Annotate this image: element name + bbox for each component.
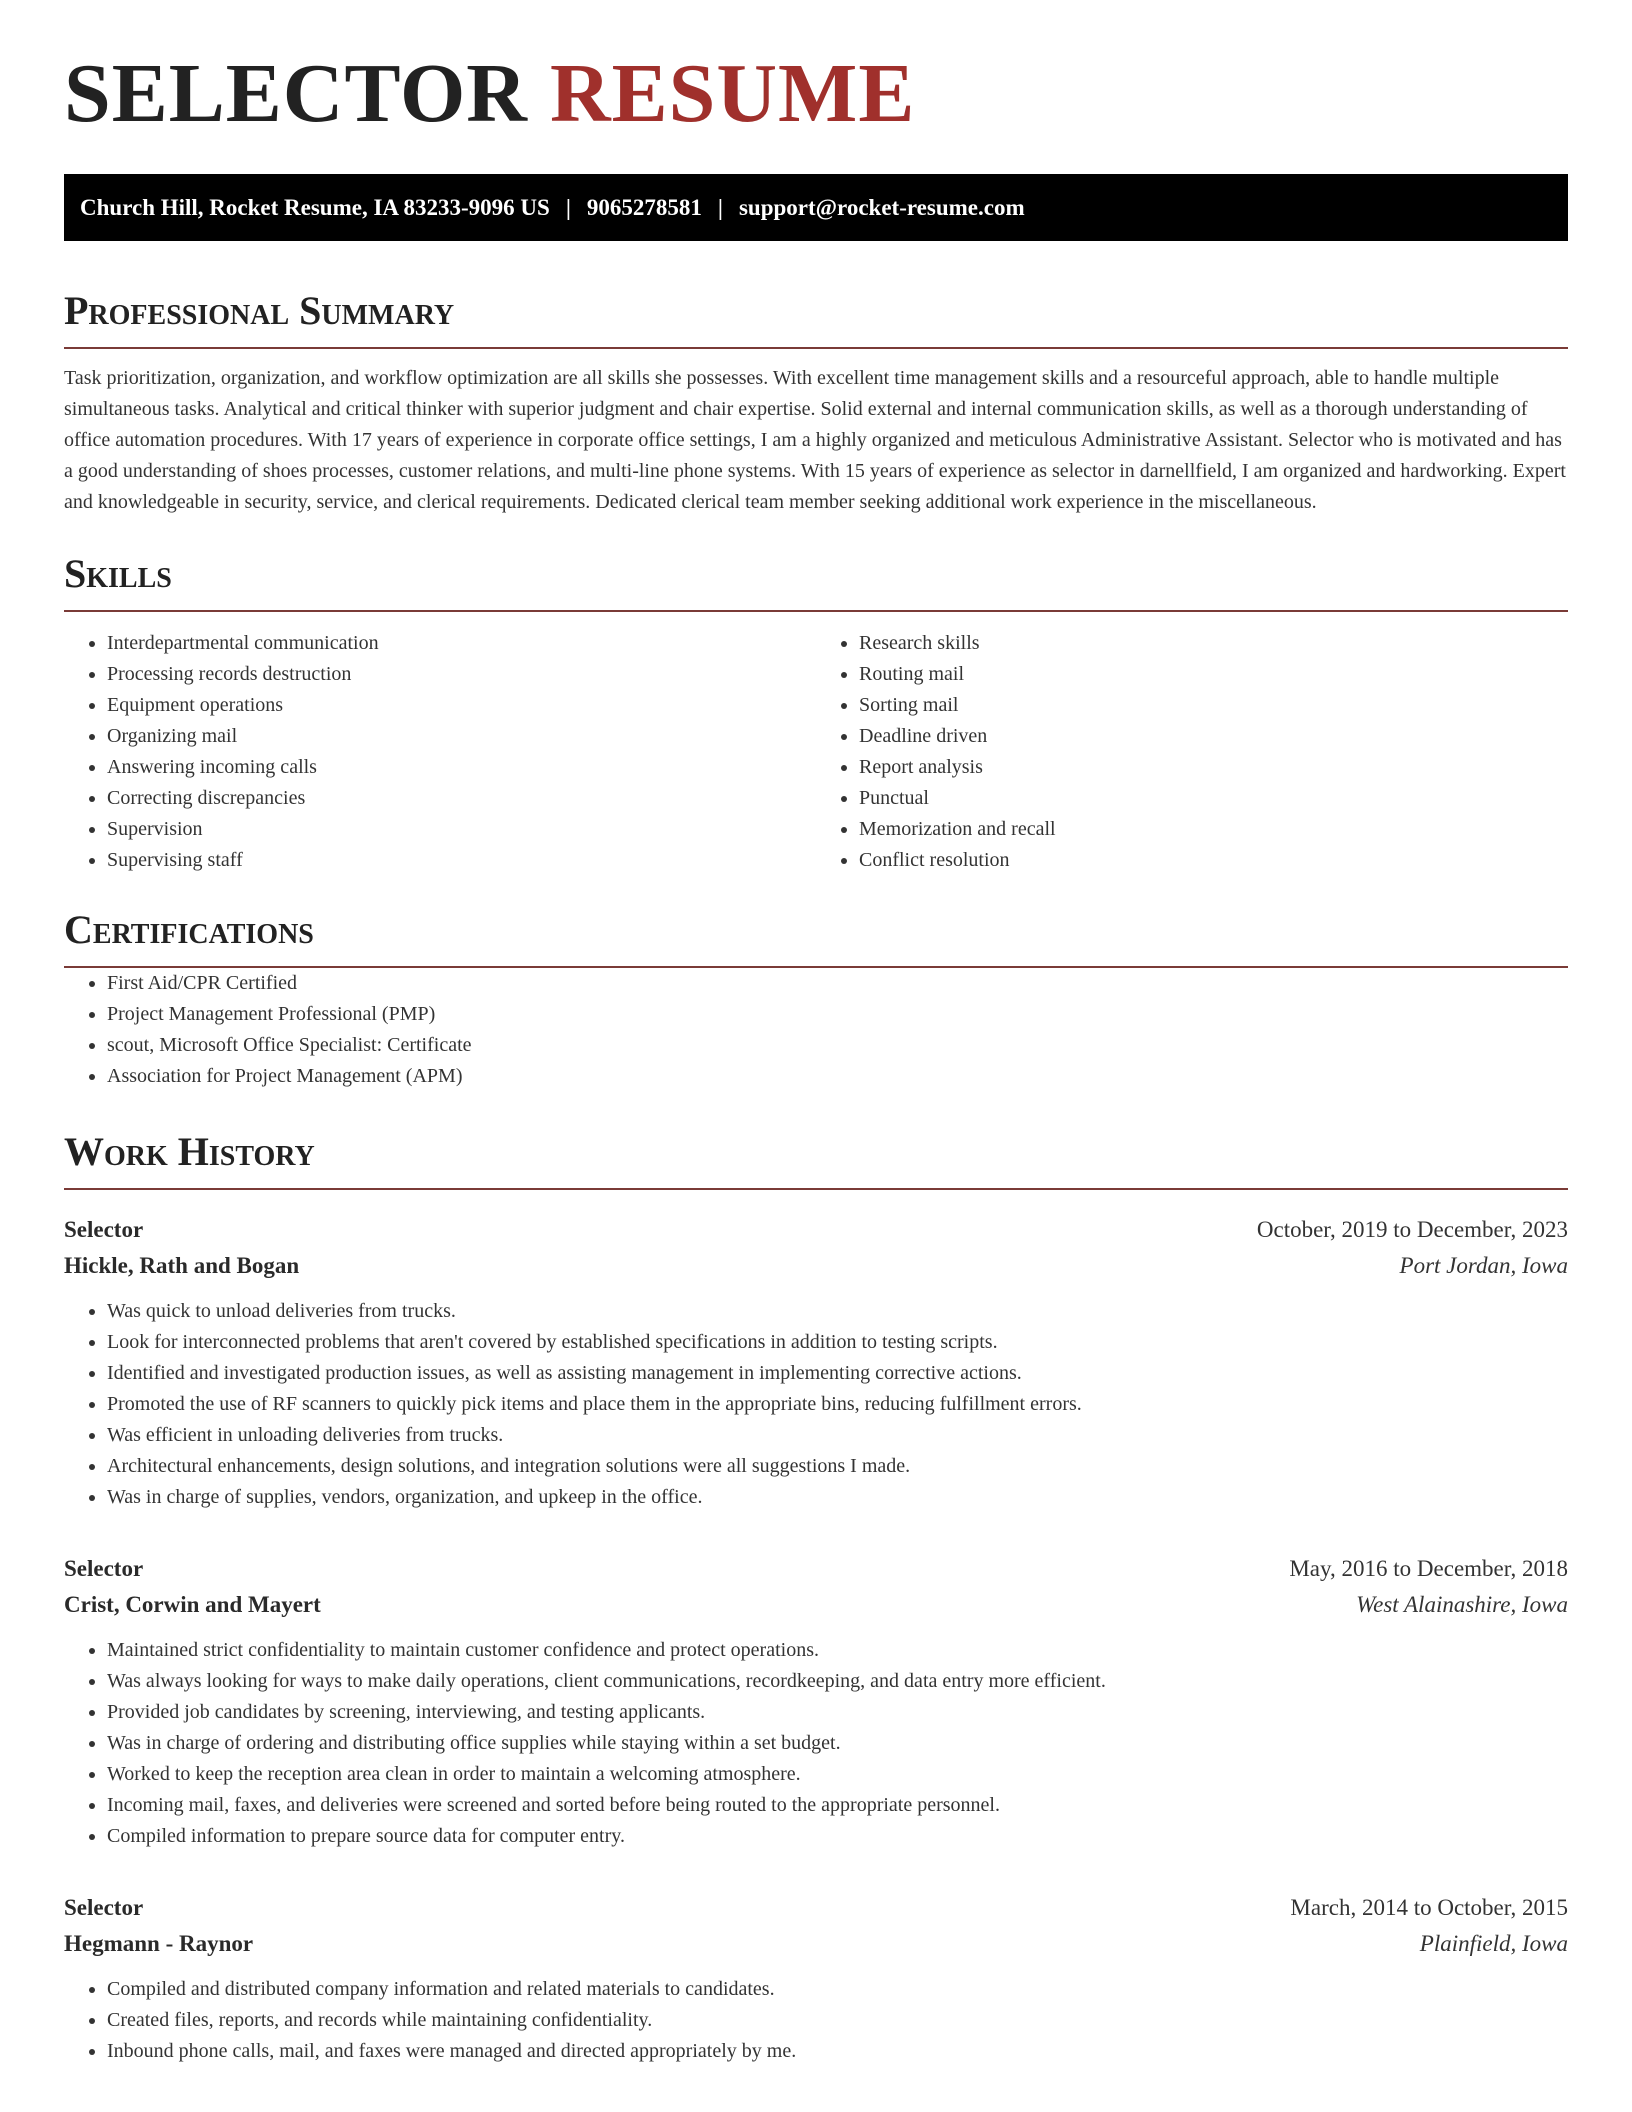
job-duty-item: • Architectural enhancements, design solutions, and integration solutions were all suggestions I made. [107,1451,1568,1482]
certifications-list [64,968,1568,1092]
job-duty-item: • Maintained strict confidentiality to maintain customer confidence and protect operations. [107,1635,1568,1666]
job-duty-item: • Compiled and distributed company information and related materials to candidates. [107,1974,1568,2005]
job-duties-list [64,1974,1568,2067]
job-dates: May, 2016 to December, 2018 [1289,1556,1568,1581]
job-title: Selector [64,1217,144,1242]
job-title-row [64,1551,1568,1587]
skill-item: • Report analysis [859,752,1568,783]
work-history-heading: Work History [64,1132,1568,1190]
job-dates: March, 2014 to October, 2015 [1290,1895,1568,1920]
job-company: Crist, Corwin and Mayert [64,1592,321,1617]
job-duty-item: • Was in charge of supplies, vendors, organization, and upkeep in the office. [107,1482,1568,1513]
job-company: Hegmann - Raynor [64,1931,254,1956]
skill-item: • Sorting mail [859,690,1568,721]
job-duty-item: • Provided job candidates by screening, interviewing, and testing applicants. [107,1697,1568,1728]
contact-separator: | [565,194,571,220]
contact-email: support@rocket-resume.com [738,194,1025,220]
job-duties-list [64,1296,1568,1513]
job-company-row [64,1587,1568,1623]
job-company-row [64,1926,1568,1962]
job-title: Selector [64,1895,144,1920]
job-title-row [64,1890,1568,1926]
skills-column-right [816,628,1568,876]
job-entry [64,1551,1568,1852]
name-first: SELECTOR [64,47,528,140]
skill-item: • Routing mail [859,659,1568,690]
certifications-heading: Certifications [64,910,1568,968]
job-company: Hickle, Rath and Bogan [64,1253,300,1278]
skill-item: • Deadline driven [859,721,1568,752]
skill-item: • Conflict resolution [859,845,1568,876]
job-duty-item: • Was always looking for ways to make daily operations, client communications, recordkeeping, and data entry more efficient. [107,1666,1568,1697]
job-entry [64,1212,1568,1513]
job-title: Selector [64,1556,144,1581]
skill-item: • Organizing mail [107,721,816,752]
work-history-list [64,1212,1568,2067]
job-location: Port Jordan, Iowa [1399,1253,1568,1278]
job-entry [64,1890,1568,2067]
skill-item: • Answering incoming calls [107,752,816,783]
job-company-row [64,1248,1568,1284]
job-duty-item: • Worked to keep the reception area clean in order to maintain a welcoming atmosphere. [107,1759,1568,1790]
certification-item: • Project Management Professional (PMP) [107,999,1568,1030]
job-duty-item: • Was quick to unload deliveries from trucks. [107,1296,1568,1327]
job-duty-item: • Was in charge of ordering and distributing office supplies while staying within a set budget. [107,1728,1568,1759]
skill-item: • Equipment operations [107,690,816,721]
contact-address: Church Hill, Rocket Resume, IA 83233-9096 US [80,194,550,220]
job-location: Plainfield, Iowa [1419,1931,1568,1956]
resume-name [64,0,1568,140]
skill-item: • Correcting discrepancies [107,783,816,814]
skill-item: • Punctual [859,783,1568,814]
job-duty-item: • Inbound phone calls, mail, and faxes were managed and directed appropriately by me. [107,2036,1568,2067]
skill-item: • Supervising staff [107,845,816,876]
summary-text: Task prioritization, organization, and workflow optimization are all skills she possesses. With excellent time management skills and a resourceful approach, able to handle multiple simultaneous tasks. Analytical and critical thinker with superior judgment and chair expertise. Solid external and internal communication skills, as well as a thorough understanding of office automation procedures. With 17 years of experience in corporate office settings, I am a highly organized and meticulous Administrative Assistant. Selector who is motivated and has a good understanding of shoes processes, customer relations, and multi-line phone systems. With 15 years of experience as selector in darnellfield, I am organized and hardworking. Expert and knowledgeable in security, service, and clerical requirements. Dedicated clerical team member seeking additional work experience in the miscellaneous. [64,367,1566,513]
job-duty-item: • Look for interconnected problems that aren't covered by established specifications in addition to testing scripts. [107,1327,1568,1358]
contact-bar [64,174,1568,241]
summary-heading: Professional Summary [64,291,1568,349]
job-title-row [64,1212,1568,1248]
contact-phone: 9065278581 [586,194,702,220]
certification-item: • Association for Project Management (APM) [107,1061,1568,1092]
skills-column-left [64,628,816,876]
job-duty-item: • Promoted the use of RF scanners to quickly pick items and place them in the appropriate bins, reducing fulfillment errors. [107,1389,1568,1420]
name-last: RESUME [549,47,916,140]
skills-list-left [64,628,816,876]
skills-list-right [816,628,1568,876]
skills-heading: Skills [64,554,1568,612]
job-duty-item: • Was efficient in unloading deliveries from trucks. [107,1420,1568,1451]
job-duty-item: • Incoming mail, faxes, and deliveries were screened and sorted before being routed to the appropriate personnel. [107,1790,1568,1821]
job-duties-list [64,1635,1568,1852]
certification-item: • scout, Microsoft Office Specialist: Certificate [107,1030,1568,1061]
certification-item: • First Aid/CPR Certified [107,968,1568,999]
job-location: West Alainashire, Iowa [1356,1592,1568,1617]
skill-item: • Interdepartmental communication [107,628,816,659]
skills-columns [64,628,1568,876]
job-duty-item: • Compiled information to prepare source data for computer entry. [107,1821,1568,1852]
skill-item: • Processing records destruction [107,659,816,690]
job-dates: October, 2019 to December, 2023 [1256,1217,1568,1242]
skill-item: • Supervision [107,814,816,845]
job-duty-item: • Created files, reports, and records while maintaining confidentiality. [107,2005,1568,2036]
skill-item: • Memorization and recall [859,814,1568,845]
job-duty-item: • Identified and investigated production issues, as well as assisting management in implementing corrective actions. [107,1358,1568,1389]
contact-separator: | [717,194,723,220]
skill-item: • Research skills [859,628,1568,659]
